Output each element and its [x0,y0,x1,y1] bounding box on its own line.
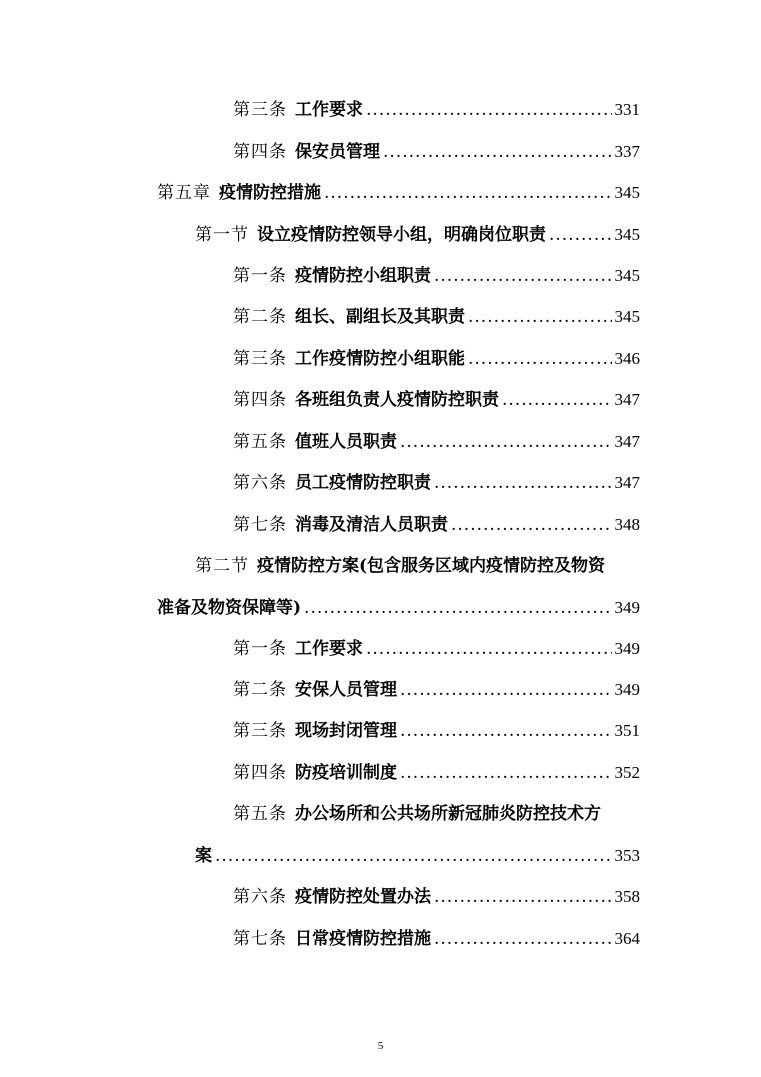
toc-entry-page: 337 [614,142,640,161]
toc-entry[interactable] [233,262,640,290]
toc-entry[interactable] [233,800,640,828]
toc-entry-title: 消毒及清洁人员职责 [295,515,448,535]
toc-entry-number: 第四条 [233,142,287,162]
toc-entry[interactable] [233,883,640,911]
toc-entry[interactable] [233,511,640,539]
toc-entry[interactable] [233,303,640,331]
toc-leader-dots [468,303,612,331]
toc-entry-title: 工作要求 [295,639,363,659]
toc-entry-number: 第五条 [233,804,287,824]
toc-entry-page: 348 [614,515,640,534]
page-number-footer: 5 [377,1040,384,1052]
toc-entry-page: 364 [614,929,640,948]
toc-leader-dots [215,842,612,870]
toc-entry[interactable] [233,469,640,497]
toc-entry-number: 第五章 [157,183,211,203]
toc-entry-title: 疫情防控措施 [219,183,321,203]
toc-entry-page: 349 [614,680,640,699]
toc-leader-dots [400,676,612,704]
toc-entry-page: 345 [614,225,640,244]
toc-entry-number: 第三条 [233,721,287,741]
toc-leader-dots [383,138,612,166]
toc-entry-page: 347 [614,390,640,409]
toc-leader-dots [549,221,612,249]
toc-entry-title: 疫情防控方案(包含服务区域内疫情防控及物资 [257,556,606,576]
toc-leader-dots [324,179,612,207]
toc-entry-number: 第七条 [233,515,287,535]
toc-leader-dots [502,386,612,414]
toc-entry-page: 353 [614,846,640,865]
toc-entry[interactable] [233,428,640,456]
toc-entry[interactable] [233,759,640,787]
toc-entry-number: 第一节 [195,225,249,245]
toc-entry-page: 345 [614,266,640,285]
toc-entry-continuation[interactable] [195,842,640,870]
toc-entry-title: 工作要求 [295,100,363,120]
toc-entry-title: 安保人员管理 [295,680,397,700]
toc-entry-title: 疫情防控小组职责 [295,266,431,286]
toc-entry[interactable] [233,635,640,663]
toc-entry-page: 347 [614,432,640,451]
toc-leader-dots [400,759,612,787]
toc-leader-dots [434,262,612,290]
toc-entry-number: 第三条 [233,349,287,369]
toc-entry-title: 疫情防控处置办法 [295,887,431,907]
toc-entry-page: 331 [614,100,640,119]
toc-entry-title: 员工疫情防控职责 [295,473,431,493]
toc-entry[interactable] [233,138,640,166]
toc-entry-page: 346 [614,349,640,368]
toc-entry-title: 工作疫情防控小组职能 [295,349,465,369]
toc-entry-number: 第一条 [233,639,287,659]
toc-entry-title: 办公场所和公共场所新冠肺炎防控技术方 [295,804,601,824]
toc-leader-dots [434,883,612,911]
toc-entry-number: 第二节 [195,556,249,576]
toc-entry-number: 第三条 [233,100,287,120]
toc-entry-title: 各班组负责人疫情防控职责 [295,390,499,410]
toc-entry-chapter[interactable] [157,179,640,207]
toc-entry-page: 352 [614,763,640,782]
toc-entry-number: 第二条 [233,307,287,327]
toc-entry[interactable] [233,386,640,414]
toc-entry-number: 第六条 [233,887,287,907]
toc-entry[interactable] [233,345,640,373]
toc-entry-title: 现场封闭管理 [295,721,397,741]
toc-entry-number: 第五条 [233,432,287,452]
toc-entry[interactable] [233,717,640,745]
toc-entry-section[interactable] [195,221,640,249]
toc-leader-dots [304,594,611,622]
toc-entry-continuation[interactable] [157,594,640,622]
toc-entry-title: 组长、副组长及其职责 [295,307,465,327]
toc-entry-number: 第四条 [233,390,287,410]
toc-entry-title: 防疫培训制度 [295,763,397,783]
toc-entry-page: 349 [614,639,640,658]
toc-leader-dots [400,717,612,745]
toc-entry-page: 345 [614,307,640,326]
toc-leader-dots [434,469,612,497]
toc-entry-page: 347 [614,473,640,492]
toc-leader-dots [451,511,612,539]
toc-entry[interactable] [233,925,640,953]
toc-entry-title: 值班人员职责 [295,432,397,452]
toc-entry-page: 351 [614,721,640,740]
toc-entry-number: 第四条 [233,763,287,783]
toc-entry-number: 第二条 [233,680,287,700]
toc-entry-number: 第六条 [233,473,287,493]
toc-entry[interactable] [233,676,640,704]
toc-entry-page: 358 [614,887,640,906]
toc-entry-title: 设立疫情防控领导小组，明确岗位职责 [257,225,546,245]
toc-leader-dots [366,96,612,124]
toc-entry-number: 第七条 [233,929,287,949]
toc-leader-dots [366,635,612,663]
toc-entry-title: 保安员管理 [295,142,380,162]
toc-entry-title-continued: 案 [195,846,212,866]
toc-entry-number: 第一条 [233,266,287,286]
toc-entry-page: 349 [614,598,640,617]
toc-leader-dots [400,428,612,456]
toc-entry[interactable] [233,96,640,124]
toc-entry-title-continued: 准备及物资保障等) [157,598,302,618]
toc-entry-page: 345 [614,183,640,202]
toc-leader-dots [434,925,612,953]
toc-leader-dots [468,345,612,373]
toc-entry-title: 日常疫情防控措施 [295,929,431,949]
toc-entry-section[interactable] [195,552,640,580]
